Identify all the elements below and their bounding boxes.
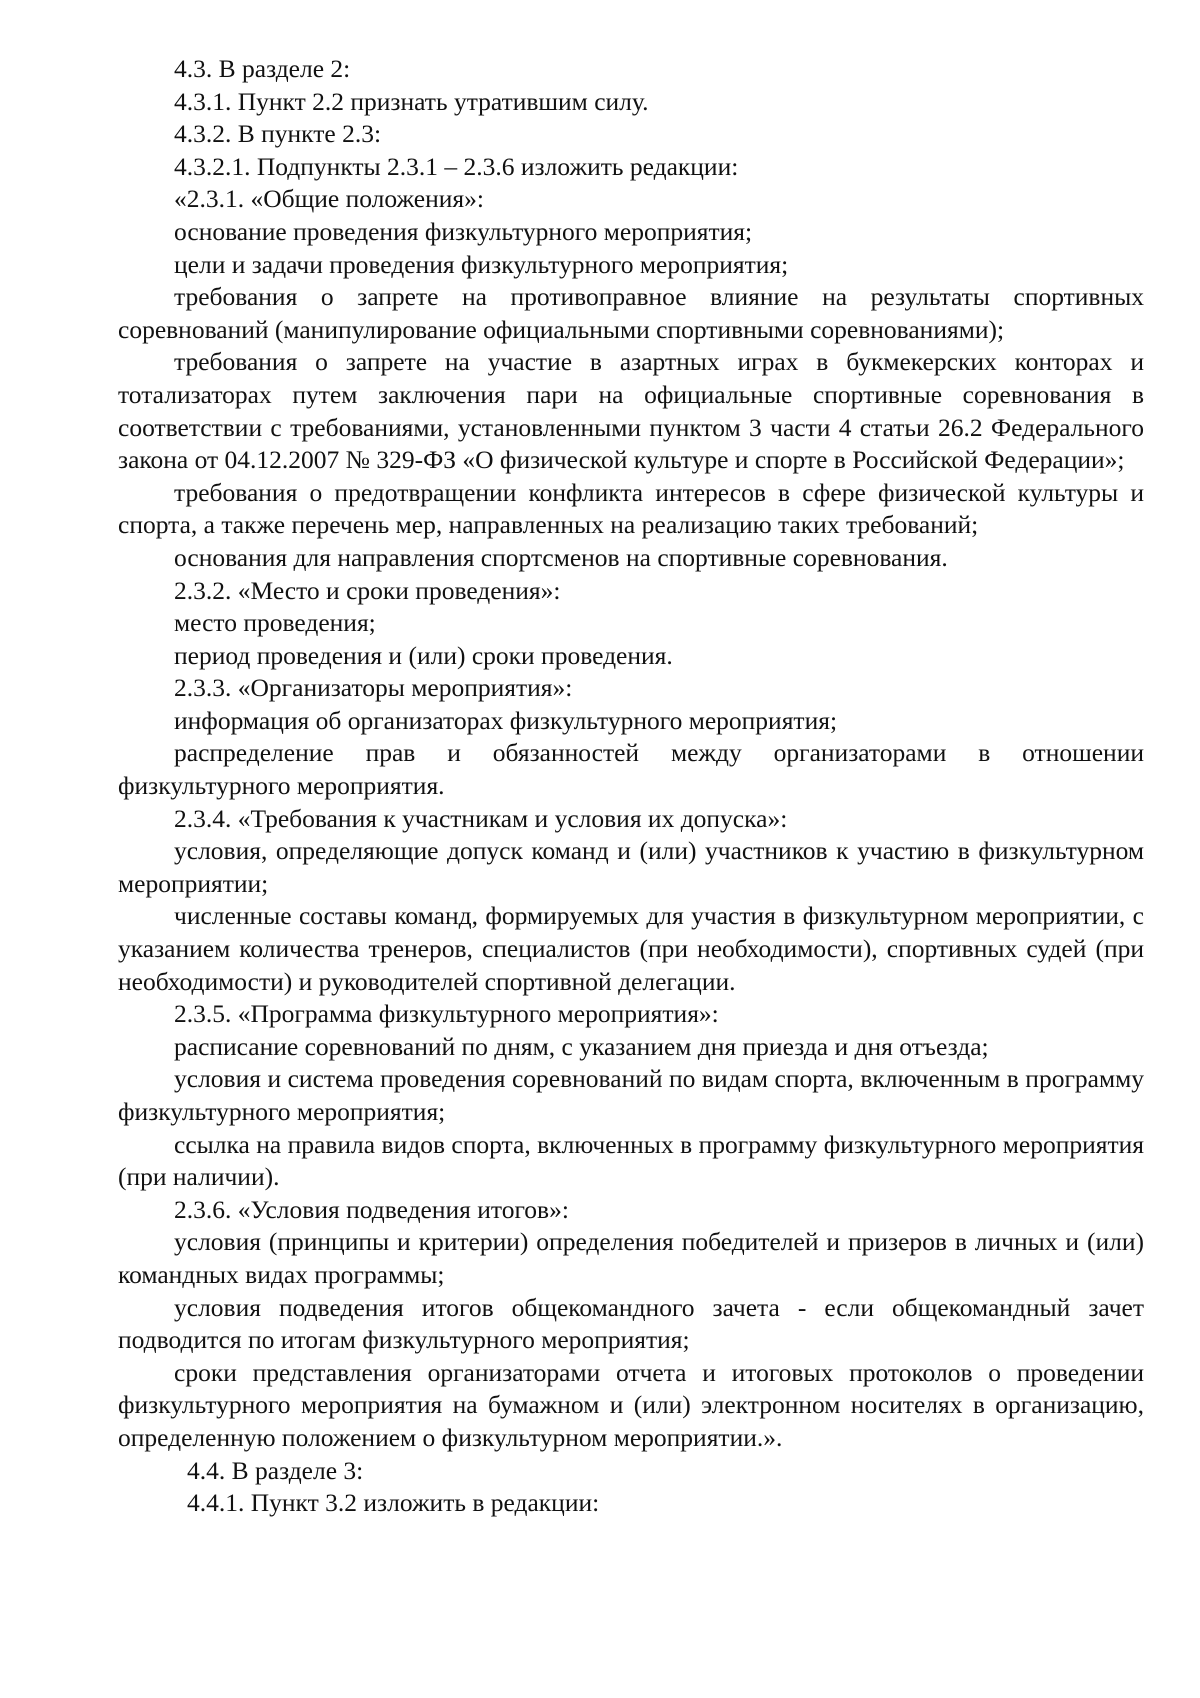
paragraph: требования о запрете на участие в азартных играх в букмекерских конторах и тотализаторах путем заключения пари на официальные спортивные соревнования в соответствии с требованиями, установленными пунктом 3 части 4 статьи 26.2 Федерального закона от 04.12.2007 № 329-ФЗ «О физической культуре и спорте в Российской Федерации»; [118,347,1144,475]
paragraph: условия, определяющие допуск команд и (или) участников к участию в физкультурном мероприятии; [118,836,1144,898]
paragraph: 4.4. В разделе 3: [187,1455,364,1485]
paragraph: расписание соревнований по дням, с указанием дня приезда и дня отъезда; [174,1031,989,1061]
paragraph: 2.3.4. «Требования к участникам и условия их допуска»: [174,803,788,833]
paragraph: место проведения; [174,608,376,638]
paragraph: 4.3.1. Пункт 2.2 признать утратившим силу. [174,86,649,116]
paragraph: 4.3.2.1. Подпункты 2.3.1 – 2.3.6 изложить редакции: [174,151,739,181]
document-body [118,53,1144,1520]
paragraph: основания для направления спортсменов на спортивные соревнования. [174,542,948,572]
paragraph: распределение прав и обязанностей между организаторами в отношении физкультурного мероприятия. [118,738,1144,801]
paragraph: 4.3.2. В пункте 2.3: [174,119,382,149]
paragraph: период проведения и (или) сроки проведения. [174,640,673,670]
paragraph: 2.3.6. «Условия подведения итогов»: [174,1194,569,1224]
paragraph: численные составы команд, формируемых для участия в физкультурном мероприятии, с указанием количества тренеров, специалистов (при необходимости), спортивных судей (при необходимости) и руководителей спортивной делегации. [118,901,1144,996]
paragraph: требования о предотвращении конфликта интересов в сфере физической культуры и спорта, а также перечень мер, направленных на реализацию таких требований; [118,477,1144,540]
paragraph: цели и задачи проведения физкультурного мероприятия; [174,249,789,279]
paragraph: условия (принципы и критерии) определения победителей и призеров в личных и (или) командных видах программы; [118,1227,1144,1289]
paragraph: 2.3.5. «Программа физкультурного мероприятия»: [174,999,719,1029]
paragraph: сроки представления организаторами отчета и итоговых протоколов о проведении физкультурного мероприятия на бумажном и (или) электронном носителях в организацию, определенную положением о физкультурном мероприятии.». [118,1357,1144,1452]
paragraph: 4.3. В разделе 2: [174,54,351,83]
paragraph: ссылка на правила видов спорта, включенных в программу физкультурного мероприятия (при наличии). [118,1129,1144,1192]
paragraph: 2.3.2. «Место и сроки проведения»: [174,575,561,605]
paragraph: условия и система проведения соревнований по видам спорта, включенным в программу физкультурного мероприятия; [118,1064,1144,1126]
paragraph: требования о запрете на противоправное влияние на результаты спортивных соревнований (манипулирование официальными спортивными соревнованиями); [118,282,1144,344]
paragraph: 2.3.3. «Организаторы мероприятия»: [174,673,573,703]
paragraph: условия подведения итогов общекомандного зачета - если общекомандный зачет подводится по итогам физкультурного мероприятия; [118,1292,1144,1355]
paragraph: 4.4.1. Пункт 3.2 изложить в редакции: [187,1488,600,1518]
paragraph: основание проведения физкультурного мероприятия; [174,216,753,246]
paragraph: информация об организаторах физкультурного мероприятия; [174,705,838,735]
paragraph: «2.3.1. «Общие положения»: [174,184,484,214]
